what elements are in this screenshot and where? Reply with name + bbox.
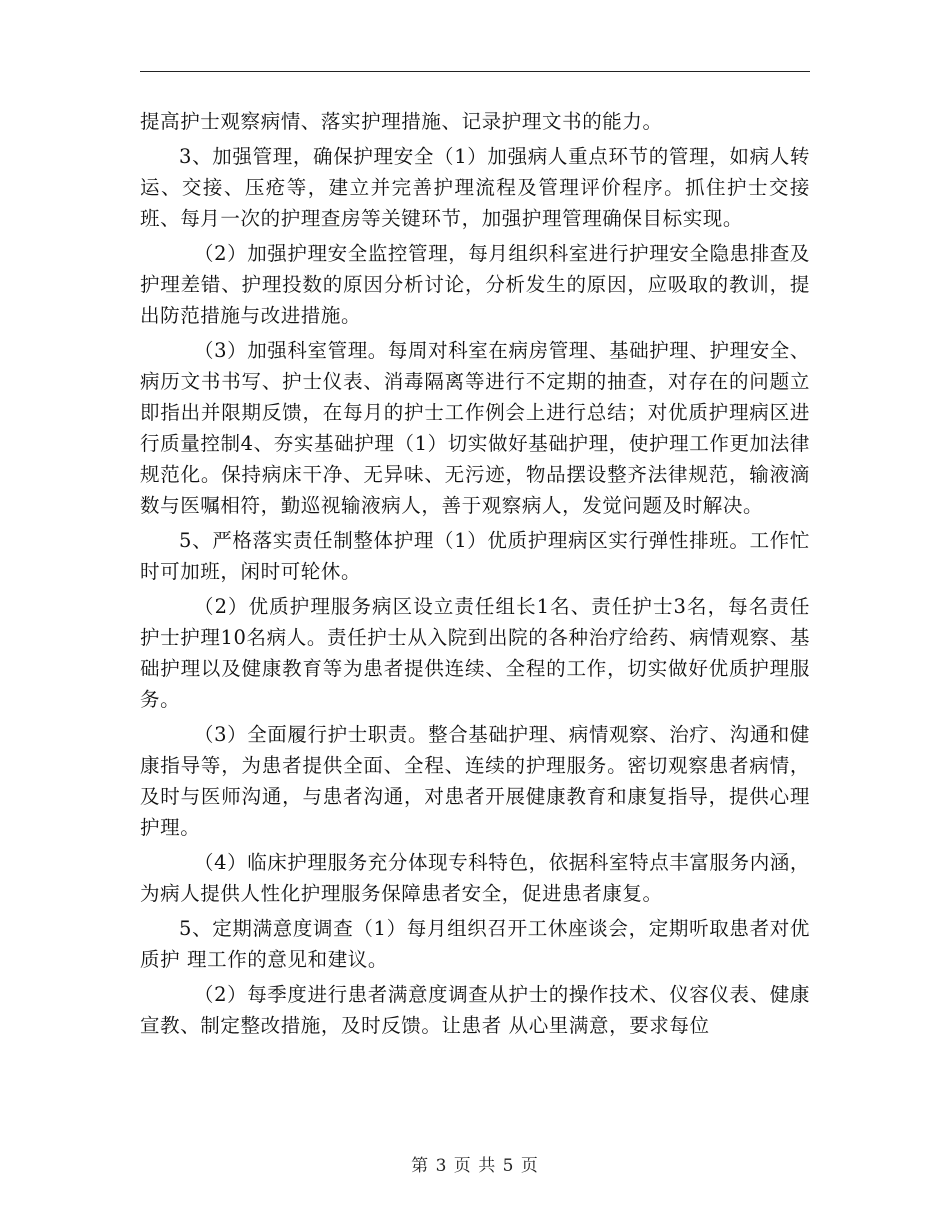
- header-rule: [140, 71, 810, 72]
- paragraph: （2）加强护理安全监控管理，每月组织科室进行护理安全隐患排查及护理差错、护理投数的原因分析讨论，分析发生的原因，应吸取的教训，提出防范措施与改进措施。: [140, 242, 811, 327]
- paragraph: 提高护士观察病情、落实护理措施、记录护理文书的能力。: [140, 110, 663, 133]
- paragraph: （3）加强科室管理。每周对科室在病房管理、基础护理、护理安全、病历文书书写、护士仪表、消毒隔离等进行不定期的抽查，对存在的问题立即指出并限期反馈，在每月的护士工作例会上进行总结；对优质护理病区进行质量控制4、夯实基础护理（1）切实做好基础护理，使护理工作更加法律规范化。保持病床干净、无异味、无污迹，物品摆设整齐法律规范，输液滴数与医嘱相符，勤巡视输液病人，善于观察病人，发觉问题及时解决。: [140, 339, 811, 517]
- paragraph: （4）临床护理服务充分体现专科特色，依据科室特点丰富服务内涵，为病人提供人性化护理服务保障患者安全，促进患者康复。: [140, 851, 811, 905]
- paragraph: 5、严格落实责任制整体护理（1）优质护理病区实行弹性排班。工作忙时可加班，闲时可轮休。: [140, 529, 810, 583]
- paragraph: （2）优质护理服务病区设立责任组长1名、责任护士3名，每名责任护士护理10名病人。责任护士从入院到出院的各种治疗给药、病情观察、基础护理以及健康教育等为患者提供连续、全程的工作，切实做好优质护理服务。: [140, 595, 810, 711]
- paragraph: 3、加强管理，确保护理安全（1）加强病人重点环节的管理，如病人转运、交接、压疮等，建立并完善护理流程及管理评价程序。抓住护士交接班、每月一次的护理查房等关键环节，加强护理管理确保目标实现。: [140, 145, 810, 230]
- paragraph: 5、定期满意度调查（1）每月组织召开工休座谈会，定期听取患者对优质护 理工作的意见和建议。: [140, 917, 810, 971]
- document-body: [140, 106, 810, 1045]
- page-number: 第 3 页 共 5 页: [411, 1156, 539, 1176]
- paragraph: （2）每季度进行患者满意度调查从护士的操作技术、仪容仪表、健康宣教、制定整改措施，及时反馈。让患者 从心里满意，要求每位: [140, 983, 811, 1037]
- paragraph: （3）全面履行护士职责。整合基础护理、病情观察、治疗、沟通和健康指导等，为患者提供全面、全程、连续的护理服务。密切观察患者病情，及时与医师沟通，与患者沟通，对患者开展健康教育和康复指导，提供心理护理。: [140, 723, 811, 839]
